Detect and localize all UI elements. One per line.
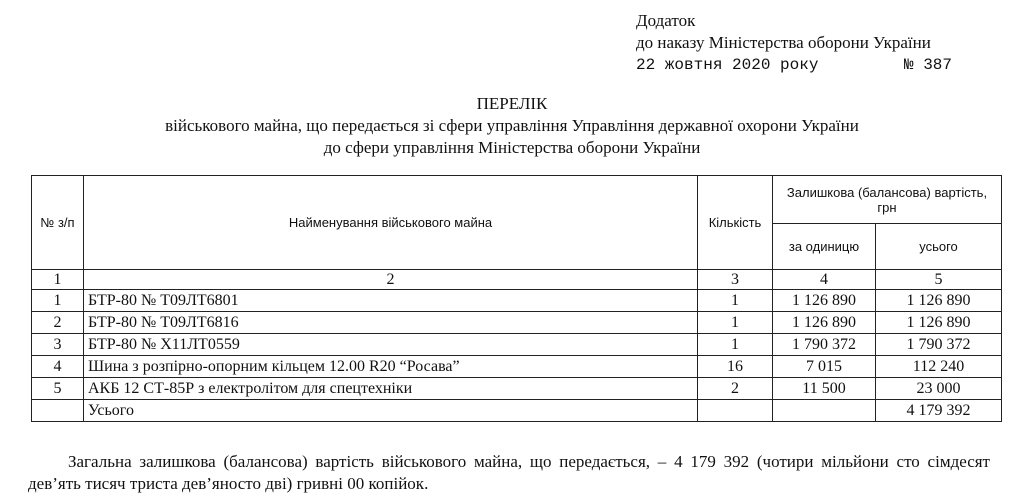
table-row <box>32 334 1002 356</box>
addendum-number: № 387 <box>904 56 953 74</box>
header-qty: Кількість <box>698 176 773 270</box>
item-total-value: 23 000 <box>876 378 1002 400</box>
row-number: 2 <box>32 312 84 334</box>
addendum-date: 22 жовтня 2020 року <box>636 56 819 74</box>
addendum-title: Додаток <box>636 11 696 30</box>
summary-paragraph: Загальна залишкова (балансова) вартість військового майна, що передається, – 4 179 392 (чотири мільйони сто сімдесят дев’ять тисяч триста дев’яносто дві) гривні 00 копійок. <box>28 452 990 493</box>
table-row <box>32 290 1002 312</box>
table-total-row <box>32 400 1002 422</box>
col-number: 1 <box>32 270 84 290</box>
header-total: усього <box>876 224 1002 270</box>
header-name: Найменування військового майна <box>84 176 698 270</box>
total-label: Усього <box>84 400 698 422</box>
document-subtitle-line1: військового майна, що передається зі сфери управління Управління державної охорони України <box>165 116 859 135</box>
row-number: 5 <box>32 378 84 400</box>
addendum-order: до наказу Міністерства оборони України <box>636 33 931 52</box>
col-number: 4 <box>773 270 876 290</box>
item-total-value: 112 240 <box>876 356 1002 378</box>
total-empty-cell <box>773 400 876 422</box>
row-number: 4 <box>32 356 84 378</box>
property-table <box>31 175 1002 422</box>
item-unit-value: 7 015 <box>773 356 876 378</box>
item-qty: 1 <box>698 312 773 334</box>
item-total-value: 1 790 372 <box>876 334 1002 356</box>
header-value: Залишкова (балансова) вартість, грн <box>773 176 1002 224</box>
item-name: АКБ 12 СТ-85Р з електролітом для спецтехніки <box>84 378 698 400</box>
item-unit-value: 1 790 372 <box>773 334 876 356</box>
table-header-row <box>32 176 1002 224</box>
total-empty-cell <box>32 400 84 422</box>
column-number-row <box>32 270 1002 290</box>
row-number: 3 <box>32 334 84 356</box>
table-row <box>32 312 1002 334</box>
col-number: 5 <box>876 270 1002 290</box>
item-name: БТР-80 № Т09ЛТ6816 <box>84 312 698 334</box>
col-number: 3 <box>698 270 773 290</box>
header-unit: за одиницю <box>773 224 876 270</box>
document-title: ПЕРЕЛІК <box>476 94 548 113</box>
item-qty: 1 <box>698 334 773 356</box>
total-value: 4 179 392 <box>876 400 1002 422</box>
item-unit-value: 1 126 890 <box>773 290 876 312</box>
item-total-value: 1 126 890 <box>876 290 1002 312</box>
item-unit-value: 11 500 <box>773 378 876 400</box>
item-unit-value: 1 126 890 <box>773 312 876 334</box>
item-total-value: 1 126 890 <box>876 312 1002 334</box>
addendum-block <box>636 10 953 76</box>
item-qty: 16 <box>698 356 773 378</box>
item-qty: 2 <box>698 378 773 400</box>
header-num: № з/п <box>32 176 84 270</box>
total-empty-cell <box>698 400 773 422</box>
item-qty: 1 <box>698 290 773 312</box>
item-name: БТР-80 № Т09ЛТ6801 <box>84 290 698 312</box>
col-number: 2 <box>84 270 698 290</box>
item-name: БТР-80 № Х11ЛТ0559 <box>84 334 698 356</box>
row-number: 1 <box>32 290 84 312</box>
item-name: Шина з розпірно-опорним кільцем 12.00 R20 “Росава” <box>84 356 698 378</box>
table-row <box>32 356 1002 378</box>
table-row <box>32 378 1002 400</box>
document-subtitle-line2: до сфери управління Міністерства оборони України <box>323 138 701 157</box>
